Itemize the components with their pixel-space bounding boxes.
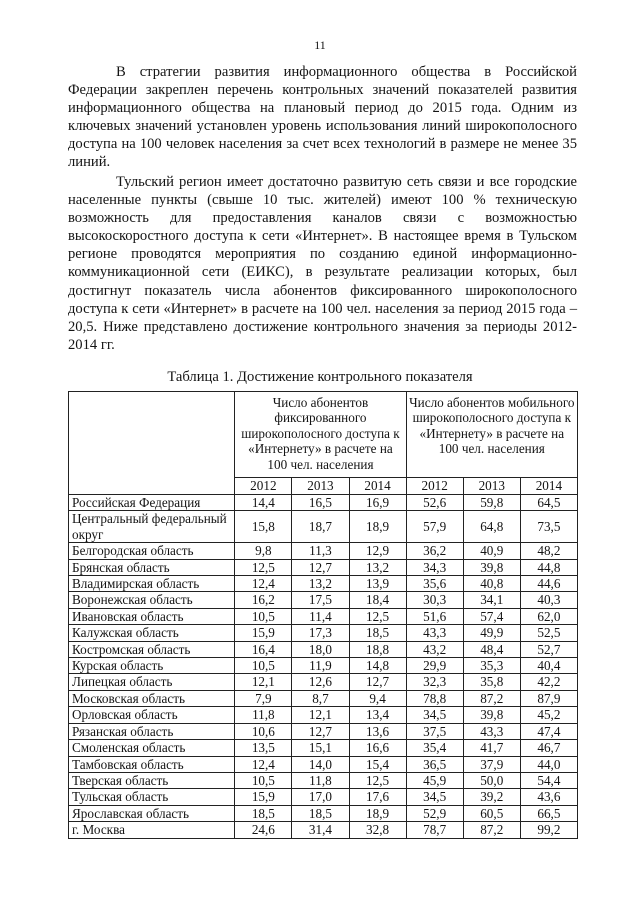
value-cell: 15,9 <box>235 789 292 805</box>
value-cell: 12,4 <box>235 576 292 592</box>
region-name-cell: Российская Федерация <box>69 495 235 511</box>
value-cell: 12,4 <box>235 756 292 772</box>
value-cell: 18,5 <box>235 805 292 821</box>
value-cell: 48,2 <box>520 543 577 559</box>
table-row <box>69 559 578 575</box>
value-cell: 39,8 <box>463 707 520 723</box>
value-cell: 52,7 <box>520 641 577 657</box>
region-name-cell: Тверская область <box>69 772 235 788</box>
value-cell: 44,0 <box>520 756 577 772</box>
value-cell: 13,9 <box>349 576 406 592</box>
table-row <box>69 625 578 641</box>
value-cell: 9,8 <box>235 543 292 559</box>
value-cell: 60,5 <box>463 805 520 821</box>
table-row <box>69 723 578 739</box>
value-cell: 99,2 <box>520 822 577 838</box>
mobile-broadband-header: Число абонентов мобильного широкополосного доступа к «Интернету» в расчете на 100 чел. населения <box>406 392 577 478</box>
value-cell: 12,5 <box>235 559 292 575</box>
table-row <box>69 740 578 756</box>
table-row <box>69 822 578 838</box>
value-cell: 87,2 <box>463 822 520 838</box>
value-cell: 16,2 <box>235 592 292 608</box>
value-cell: 49,9 <box>463 625 520 641</box>
value-cell: 12,1 <box>235 674 292 690</box>
value-cell: 10,5 <box>235 608 292 624</box>
value-cell: 52,5 <box>520 625 577 641</box>
value-cell: 44,8 <box>520 559 577 575</box>
value-cell: 43,3 <box>463 723 520 739</box>
value-cell: 11,8 <box>292 772 349 788</box>
value-cell: 13,2 <box>292 576 349 592</box>
paragraph-strategy: В стратегии развития информационного общества в Российской Федерации закреплен перечень контрольных значений показателей развития информационного общества на плановый период до 2015 года. Одним из ключевых значений установлен уровень использования линий широкополосного доступа на 100 человек населения за счет всех технологий в размере не менее 35 линий. <box>68 64 577 171</box>
region-name-cell: Ивановская область <box>69 608 235 624</box>
value-cell: 37,5 <box>406 723 463 739</box>
page-number: 11 <box>314 38 326 52</box>
value-cell: 16,6 <box>349 740 406 756</box>
value-cell: 12,6 <box>292 674 349 690</box>
value-cell: 13,2 <box>349 559 406 575</box>
value-cell: 12,5 <box>349 772 406 788</box>
year-header: 2014 <box>520 478 577 495</box>
value-cell: 12,7 <box>292 723 349 739</box>
value-cell: 10,5 <box>235 772 292 788</box>
value-cell: 35,4 <box>406 740 463 756</box>
value-cell: 15,9 <box>235 625 292 641</box>
table-row <box>69 789 578 805</box>
value-cell: 39,8 <box>463 559 520 575</box>
value-cell: 50,0 <box>463 772 520 788</box>
value-cell: 11,9 <box>292 658 349 674</box>
value-cell: 32,3 <box>406 674 463 690</box>
value-cell: 18,0 <box>292 641 349 657</box>
value-cell: 13,4 <box>349 707 406 723</box>
value-cell: 8,7 <box>292 690 349 706</box>
paragraph-tula-region: Тульский регион имеет достаточно развитую сеть связи и все городские населенные пункты (свыше 10 тыс. жителей) имеют 100 % техническую возможность для предоставления каналов связи с возможностью высокоскоростного доступа к сети «Интернет». В настоящее время в Тульском регионе проводятся мероприятия по созданию единой информационно-коммуникационной сети (ЕИКС), в результате реализации которых, был достигнут показатель числа абонентов фиксированного широкополосного доступа к сети «Интернет» в расчете на 100 чел. населения за период 2015 года – 20,5. Ниже представлено достижение контрольного значения за периоды 2012-2014 гг. <box>68 174 577 353</box>
value-cell: 17,5 <box>292 592 349 608</box>
value-cell: 16,5 <box>292 495 349 511</box>
region-name-cell: Липецкая область <box>69 674 235 690</box>
value-cell: 18,9 <box>349 511 406 543</box>
value-cell: 78,7 <box>406 822 463 838</box>
value-cell: 14,8 <box>349 658 406 674</box>
region-name-cell: Брянская область <box>69 559 235 575</box>
value-cell: 35,3 <box>463 658 520 674</box>
table-row <box>69 772 578 788</box>
region-name-cell: Воронежская область <box>69 592 235 608</box>
fixed-broadband-header: Число абонентов фиксированного широкополосного доступа к «Интернету» в расчете на 100 чел. населения <box>235 392 406 478</box>
value-cell: 18,8 <box>349 641 406 657</box>
year-header: 2012 <box>406 478 463 495</box>
value-cell: 24,6 <box>235 822 292 838</box>
table-row <box>69 658 578 674</box>
value-cell: 12,7 <box>292 559 349 575</box>
value-cell: 78,8 <box>406 690 463 706</box>
value-cell: 11,3 <box>292 543 349 559</box>
value-cell: 9,4 <box>349 690 406 706</box>
table-row <box>69 608 578 624</box>
value-cell: 46,7 <box>520 740 577 756</box>
value-cell: 32,8 <box>349 822 406 838</box>
value-cell: 37,9 <box>463 756 520 772</box>
value-cell: 57,9 <box>406 511 463 543</box>
value-cell: 87,9 <box>520 690 577 706</box>
region-name-cell: Белгородская область <box>69 543 235 559</box>
value-cell: 10,6 <box>235 723 292 739</box>
value-cell: 45,2 <box>520 707 577 723</box>
value-cell: 62,0 <box>520 608 577 624</box>
value-cell: 59,8 <box>463 495 520 511</box>
value-cell: 11,8 <box>235 707 292 723</box>
value-cell: 34,5 <box>406 707 463 723</box>
table-caption: Таблица 1. Достижение контрольного показателя <box>167 369 473 385</box>
value-cell: 36,5 <box>406 756 463 772</box>
region-name-cell: Ярославская область <box>69 805 235 821</box>
value-cell: 57,4 <box>463 608 520 624</box>
region-name-cell: Тульская область <box>69 789 235 805</box>
year-header: 2014 <box>349 478 406 495</box>
value-cell: 18,4 <box>349 592 406 608</box>
value-cell: 52,6 <box>406 495 463 511</box>
value-cell: 35,6 <box>406 576 463 592</box>
value-cell: 54,4 <box>520 772 577 788</box>
table-row <box>69 756 578 772</box>
table-row <box>69 690 578 706</box>
value-cell: 87,2 <box>463 690 520 706</box>
value-cell: 16,9 <box>349 495 406 511</box>
table-row <box>69 641 578 657</box>
value-cell: 18,9 <box>349 805 406 821</box>
value-cell: 45,9 <box>406 772 463 788</box>
value-cell: 10,5 <box>235 658 292 674</box>
value-cell: 18,5 <box>349 625 406 641</box>
value-cell: 64,5 <box>520 495 577 511</box>
value-cell: 48,4 <box>463 641 520 657</box>
value-cell: 40,4 <box>520 658 577 674</box>
value-cell: 16,4 <box>235 641 292 657</box>
value-cell: 40,9 <box>463 543 520 559</box>
table-row <box>69 576 578 592</box>
region-name-cell: Московская область <box>69 690 235 706</box>
table-row <box>69 805 578 821</box>
value-cell: 51,6 <box>406 608 463 624</box>
value-cell: 29,9 <box>406 658 463 674</box>
table-row <box>69 543 578 559</box>
region-name-cell: Курская область <box>69 658 235 674</box>
region-header-cell <box>69 392 235 495</box>
value-cell: 39,2 <box>463 789 520 805</box>
value-cell: 14,0 <box>292 756 349 772</box>
table-row <box>69 592 578 608</box>
value-cell: 12,7 <box>349 674 406 690</box>
region-name-cell: Рязанская область <box>69 723 235 739</box>
value-cell: 40,3 <box>520 592 577 608</box>
value-cell: 12,5 <box>349 608 406 624</box>
value-cell: 31,4 <box>292 822 349 838</box>
value-cell: 18,7 <box>292 511 349 543</box>
value-cell: 35,8 <box>463 674 520 690</box>
value-cell: 13,5 <box>235 740 292 756</box>
broadband-table <box>68 391 578 839</box>
year-header: 2013 <box>463 478 520 495</box>
value-cell: 43,6 <box>520 789 577 805</box>
value-cell: 43,2 <box>406 641 463 657</box>
value-cell: 7,9 <box>235 690 292 706</box>
value-cell: 30,3 <box>406 592 463 608</box>
table-row <box>69 511 578 543</box>
region-name-cell: Центральный федеральный округ <box>69 511 235 543</box>
value-cell: 66,5 <box>520 805 577 821</box>
value-cell: 12,1 <box>292 707 349 723</box>
value-cell: 12,9 <box>349 543 406 559</box>
value-cell: 15,4 <box>349 756 406 772</box>
value-cell: 14,4 <box>235 495 292 511</box>
region-name-cell: Орловская область <box>69 707 235 723</box>
value-cell: 17,3 <box>292 625 349 641</box>
value-cell: 41,7 <box>463 740 520 756</box>
value-cell: 40,8 <box>463 576 520 592</box>
value-cell: 47,4 <box>520 723 577 739</box>
value-cell: 42,2 <box>520 674 577 690</box>
value-cell: 34,3 <box>406 559 463 575</box>
table-group-header-row <box>69 392 578 478</box>
table-row <box>69 495 578 511</box>
table-row <box>69 674 578 690</box>
value-cell: 34,1 <box>463 592 520 608</box>
region-name-cell: Смоленская область <box>69 740 235 756</box>
year-header: 2013 <box>292 478 349 495</box>
value-cell: 18,5 <box>292 805 349 821</box>
value-cell: 15,1 <box>292 740 349 756</box>
year-header: 2012 <box>235 478 292 495</box>
value-cell: 15,8 <box>235 511 292 543</box>
region-name-cell: г. Москва <box>69 822 235 838</box>
value-cell: 17,0 <box>292 789 349 805</box>
value-cell: 43,3 <box>406 625 463 641</box>
value-cell: 36,2 <box>406 543 463 559</box>
value-cell: 52,9 <box>406 805 463 821</box>
region-name-cell: Владимирская область <box>69 576 235 592</box>
value-cell: 73,5 <box>520 511 577 543</box>
region-name-cell: Тамбовская область <box>69 756 235 772</box>
value-cell: 13,6 <box>349 723 406 739</box>
region-name-cell: Костромская область <box>69 641 235 657</box>
region-name-cell: Калужская область <box>69 625 235 641</box>
value-cell: 11,4 <box>292 608 349 624</box>
value-cell: 34,5 <box>406 789 463 805</box>
value-cell: 17,6 <box>349 789 406 805</box>
value-cell: 64,8 <box>463 511 520 543</box>
value-cell: 44,6 <box>520 576 577 592</box>
table-row <box>69 707 578 723</box>
